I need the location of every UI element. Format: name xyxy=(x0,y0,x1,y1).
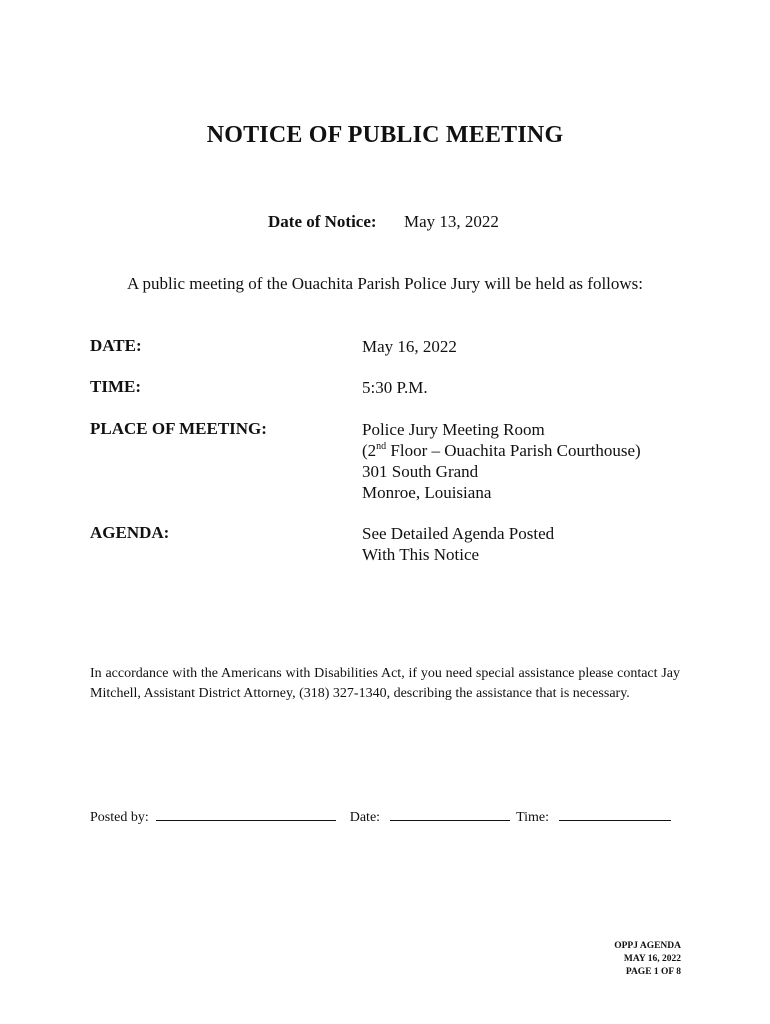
posted-time-blank xyxy=(559,808,671,821)
posted-by-blank xyxy=(156,808,336,821)
agenda-line-1: See Detailed Agenda Posted xyxy=(362,524,555,543)
posted-time-label: Time: xyxy=(516,810,550,825)
place-line-4: Monroe, Louisiana xyxy=(362,483,492,502)
agenda-value xyxy=(362,523,554,565)
page-footer xyxy=(614,940,681,979)
place-line-2 xyxy=(362,440,641,461)
posted-date-blank xyxy=(390,808,510,821)
place-line-3: 301 South Grand xyxy=(362,462,479,481)
posting-line xyxy=(90,808,671,826)
place-label: PLACE OF MEETING: xyxy=(90,419,267,438)
posted-by-label: Posted by: xyxy=(90,810,149,825)
time-value: 5:30 P.M. xyxy=(362,378,428,397)
notice-date-value: May 13, 2022 xyxy=(404,212,499,231)
place-value xyxy=(362,419,641,503)
date-value: May 16, 2022 xyxy=(362,337,457,356)
footer-line-2: MAY 16, 2022 xyxy=(623,954,681,964)
place-line-2-open: (2 xyxy=(362,441,377,460)
date-label: DATE: xyxy=(90,336,142,355)
notice-date-label: Date of Notice: xyxy=(268,212,377,231)
place-line-2-sup: nd xyxy=(376,441,387,452)
time-label: TIME: xyxy=(90,377,141,396)
posted-date-label: Date: xyxy=(349,810,381,825)
footer-line-1: OPPJ AGENDA xyxy=(614,941,681,951)
footer-line-3: PAGE 1 OF 8 xyxy=(625,967,681,977)
place-line-2-rest: Floor – Ouachita Parish Courthouse) xyxy=(386,441,641,460)
ada-notice: In accordance with the Americans with Disabilities Act, if you need special assistance please contact Jay Mitchell, Assistant District Attorney, (318) 327-1340, describing the assistance that is necessary. xyxy=(90,666,680,701)
agenda-label: AGENDA: xyxy=(90,523,170,542)
intro-text: A public meeting of the Ouachita Parish Police Jury will be held as follows: xyxy=(126,274,644,293)
agenda-line-2: With This Notice xyxy=(362,545,480,564)
page-title: NOTICE OF PUBLIC MEETING xyxy=(206,122,564,148)
place-line-1: Police Jury Meeting Room xyxy=(362,420,545,439)
